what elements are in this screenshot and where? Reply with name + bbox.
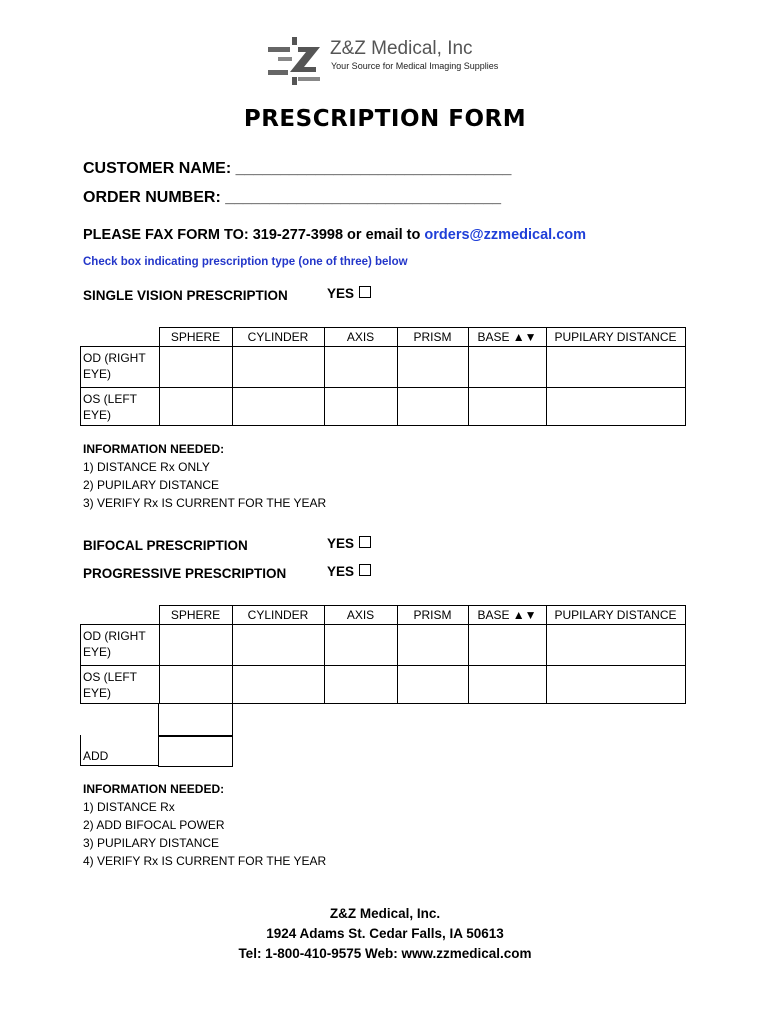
table-cell[interactable]: [468, 625, 546, 666]
table-cell[interactable]: [546, 388, 685, 426]
table-cell[interactable]: [397, 625, 468, 666]
table-cell[interactable]: [468, 388, 546, 426]
yes-label: YES: [327, 286, 355, 301]
single-vision-yes[interactable]: [327, 286, 371, 301]
column-header: CYLINDER: [232, 328, 324, 347]
info-item: 1) DISTANCE Rx: [83, 800, 175, 814]
bifocal-label: BIFOCAL PRESCRIPTION: [83, 538, 248, 553]
checkbox-icon[interactable]: [359, 564, 371, 576]
bifocal-table: [80, 605, 686, 704]
column-header: SPHERE: [159, 606, 232, 625]
column-header: BASE ▲▼: [468, 606, 546, 625]
progressive-info: [83, 780, 326, 870]
yes-label: YES: [327, 564, 355, 579]
table-cell[interactable]: [159, 625, 232, 666]
bifocal-yes[interactable]: [327, 536, 371, 551]
column-header: PRISM: [397, 328, 468, 347]
checkbox-icon[interactable]: [359, 536, 371, 548]
footer: [0, 904, 770, 964]
company-tagline: Your Source for Medical Imaging Supplies: [331, 61, 499, 71]
table-cell[interactable]: [397, 666, 468, 704]
info-item: 2) ADD BIFOCAL POWER: [83, 818, 225, 832]
fax-instructions: [83, 227, 586, 243]
company-name: Z&Z Medical, Inc: [330, 38, 473, 59]
row-label-od: OD (RIGHT EYE): [81, 625, 160, 666]
company-logo-icon: [268, 37, 326, 85]
footer-company: Z&Z Medical, Inc.: [329, 906, 441, 921]
footer-address: 1924 Adams St. Cedar Falls, IA 50613: [266, 926, 504, 941]
single-vision-table: [80, 327, 686, 426]
info-item: 3) PUPILARY DISTANCE: [83, 836, 220, 850]
email-link[interactable]: orders@zzmedical.com: [424, 227, 587, 243]
table-cell[interactable]: [232, 625, 324, 666]
checkbox-icon[interactable]: [359, 286, 371, 298]
table-cell[interactable]: [546, 666, 685, 704]
progressive-label: PROGRESSIVE PRESCRIPTION: [83, 566, 287, 581]
table-cell[interactable]: [159, 347, 232, 388]
table-cell[interactable]: [324, 625, 397, 666]
column-header: SPHERE: [159, 328, 232, 347]
customer-name-field[interactable]: CUSTOMER NAME: _______________________________: [83, 160, 512, 177]
column-header: AXIS: [324, 328, 397, 347]
table-cell[interactable]: [232, 347, 324, 388]
info-item: 2) PUPILARY DISTANCE: [83, 478, 220, 492]
row-label-od: OD (RIGHT EYE): [81, 347, 160, 388]
table-cell[interactable]: [232, 388, 324, 426]
yes-label: YES: [327, 536, 355, 551]
column-header: AXIS: [324, 606, 397, 625]
table-cell[interactable]: [397, 388, 468, 426]
fax-text: PLEASE FAX FORM TO: 319-277-3998 or email to: [83, 227, 421, 243]
column-header: PUPILARY DISTANCE: [546, 328, 685, 347]
progressive-yes[interactable]: [327, 564, 371, 579]
instruction-note: Check box indicating prescription type (one of three) below: [83, 256, 408, 268]
table-cell[interactable]: [546, 347, 685, 388]
add-label: ADD: [83, 749, 109, 763]
info-header: INFORMATION NEEDED:: [83, 442, 225, 456]
table-cell[interactable]: [232, 666, 324, 704]
table-cell[interactable]: [546, 625, 685, 666]
table-cell[interactable]: [159, 388, 232, 426]
add-cell-upper[interactable]: [158, 703, 233, 737]
row-label-os: OS (LEFT EYE): [81, 388, 160, 426]
info-item: 3) VERIFY Rx IS CURRENT FOR THE YEAR: [83, 496, 327, 510]
table-cell[interactable]: [324, 347, 397, 388]
table-cell[interactable]: [159, 666, 232, 704]
column-header: CYLINDER: [232, 606, 324, 625]
order-number-field[interactable]: ORDER NUMBER: _______________________________: [83, 189, 502, 206]
single-vision-label: SINGLE VISION PRESCRIPTION: [83, 288, 288, 303]
table-cell[interactable]: [468, 666, 546, 704]
table-cell[interactable]: [324, 666, 397, 704]
column-header: BASE ▲▼: [468, 328, 546, 347]
page-title: PRESCRIPTION FORM: [243, 106, 527, 132]
row-label-os: OS (LEFT EYE): [81, 666, 160, 704]
info-item: 4) VERIFY Rx IS CURRENT FOR THE YEAR: [83, 854, 327, 868]
table-cell[interactable]: [468, 347, 546, 388]
column-header: PUPILARY DISTANCE: [546, 606, 685, 625]
table-corner: [81, 328, 160, 347]
table-corner: [81, 606, 160, 625]
table-cell[interactable]: [324, 388, 397, 426]
single-vision-info: [83, 440, 326, 512]
footer-contact: Tel: 1-800-410-9575 Web: www.zzmedical.com: [238, 946, 532, 961]
info-item: 1) DISTANCE Rx ONLY: [83, 460, 210, 474]
table-cell[interactable]: [397, 347, 468, 388]
add-cell[interactable]: [158, 735, 233, 767]
column-header: PRISM: [397, 606, 468, 625]
info-header: INFORMATION NEEDED:: [83, 782, 225, 796]
